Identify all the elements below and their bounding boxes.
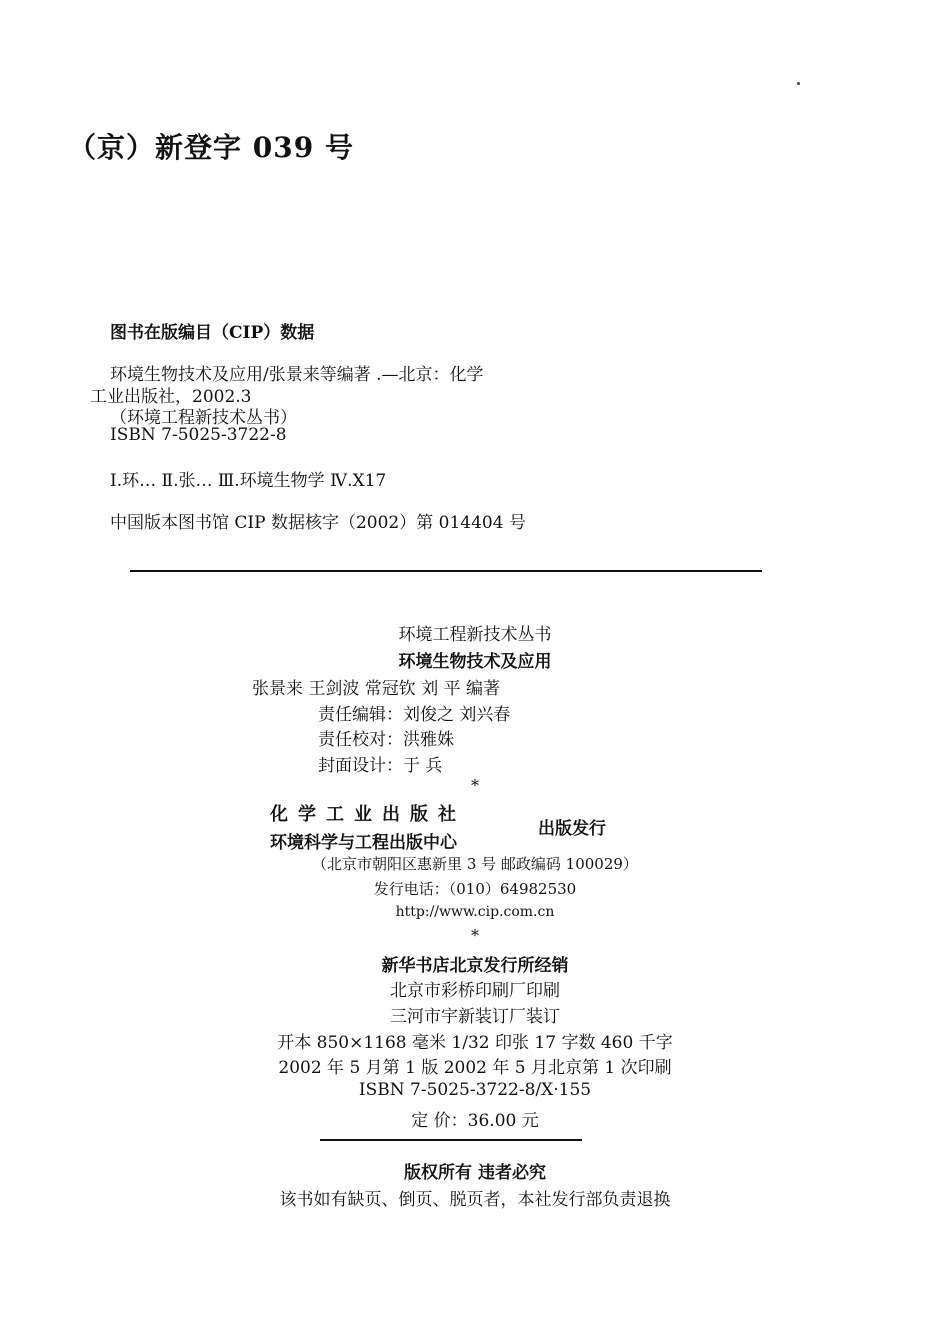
publisher-block [270,800,690,856]
publish-action: 出版发行 [538,819,606,839]
publisher-address: （北京市朝阳区惠新里 3 号 邮政编码 100029） [312,855,638,873]
divider-rule [130,570,762,572]
phone: 发行电话：（010）64982530 [373,880,577,898]
return-notice: 该书如有缺页、倒页、脱页者，本社发行部负责退换 [279,1190,671,1210]
price: 定 价：36.00 元 [411,1111,539,1131]
copyright: 版权所有 违者必究 [404,1163,546,1183]
edition-info: 2002 年 5 月第 1 版 2002 年 5 月北京第 1 次印刷 [278,1058,672,1078]
series-title: 环境工程新技术丛书 [398,625,552,645]
cover-designer: 封面设计：于 兵 [318,756,443,776]
book-title: 环境生物技术及应用 [398,652,552,672]
isbn-full: ISBN 7-5025-3722-8/X·155 [358,1080,592,1100]
publisher-name: 化学工业出版社 [270,804,466,825]
responsible-editor: 责任编辑：刘俊之 刘兴春 [318,705,511,725]
distributor: 新华书店北京发行所经销 [381,956,569,976]
authors: 张景来 王剑波 常冠钦 刘 平 编著 [252,679,501,699]
cip-heading: 图书在版编目（CIP）数据 [110,323,315,343]
cip-line-1: 环境生物技术及应用/张景来等编著 .—北京：化学 [110,365,484,385]
cip-isbn: ISBN 7-5025-3722-8 [110,425,287,445]
cip-line-2: 工业出版社，2002.3 [90,387,252,407]
format-info: 开本 850×1168 毫米 1/32 印张 17 字数 460 千字 [277,1033,673,1053]
cip-line-3: （环境工程新技术丛书） [110,408,297,428]
price-rule [320,1139,582,1141]
binder: 三河市宇新装订厂装订 [390,1007,560,1027]
registration-number: （京）新登字 039 号 [68,131,354,164]
printer: 北京市彩桥印刷厂印刷 [390,981,560,1001]
separator-star: * [471,776,479,795]
proofreader: 责任校对：洪雅姝 [318,730,454,750]
publisher-center: 环境科学与工程出版中心 [270,833,457,853]
speck [797,82,800,85]
cip-classification: Ⅰ.环… Ⅱ.张… Ⅲ.环境生物学 Ⅳ.X17 [110,471,387,491]
website: http://www.cip.com.cn [395,904,555,920]
cip-record-number: 中国版本图书馆 CIP 数据核字（2002）第 014404 号 [110,513,526,533]
separator-star-2: * [471,926,479,945]
